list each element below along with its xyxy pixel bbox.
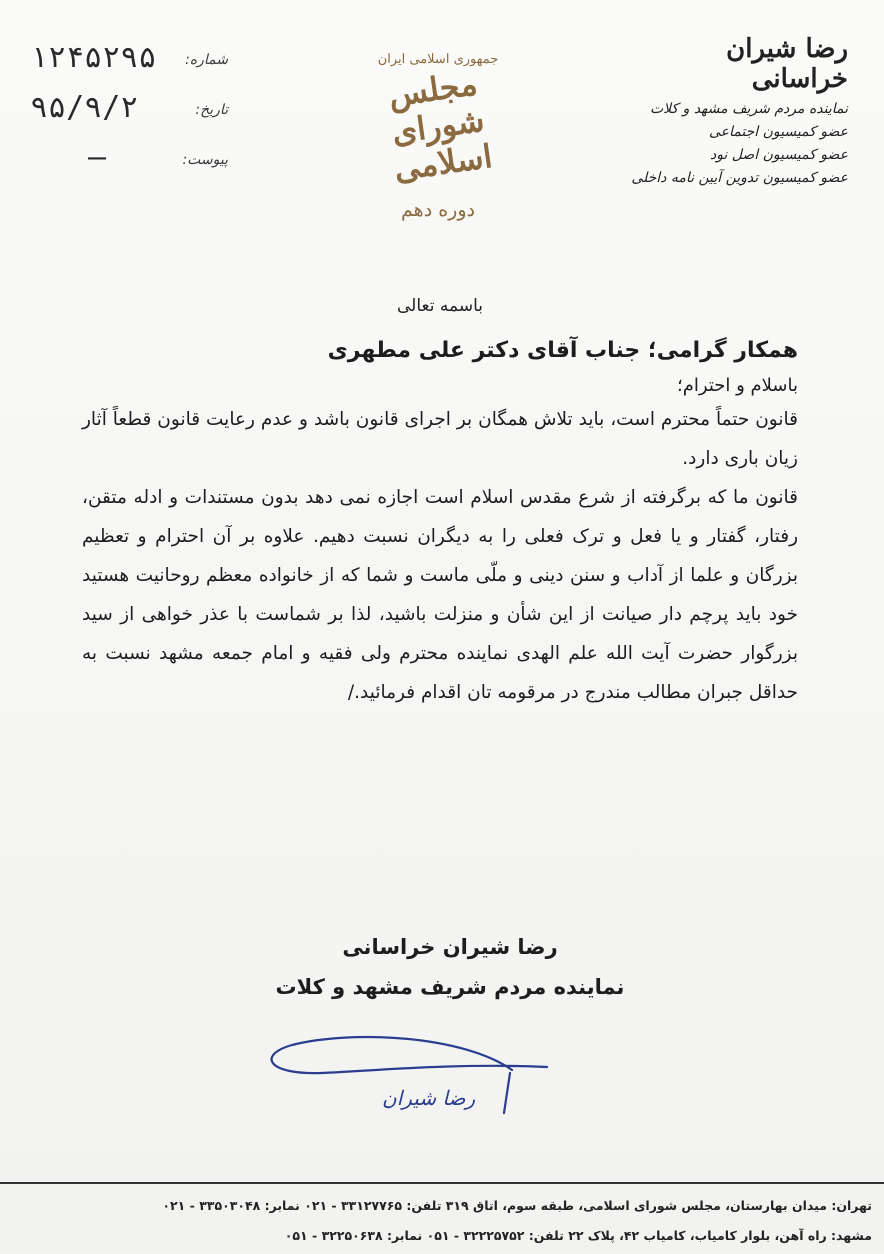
emblem-term: دوره دهم	[401, 199, 475, 222]
letter-number: ۱۲۴۵۲۹۵	[30, 40, 157, 75]
letter-meta	[18, 40, 228, 190]
attachment-label: پیوست:	[182, 152, 228, 168]
footer-mashhad-address: مشهد: راه آهن، بلوار کامیاب، کامیاب ۴۲، پلاک ۲۲ تلفن: ۳۲۲۲۵۷۵۲ - ۰۵۱ نمابر: ۳۲۲۵۰۶۳۸ - ۰۵۱	[284, 1228, 872, 1243]
sender-role: نماینده مردم شریف مشهد و کلات	[649, 101, 848, 117]
number-label: شماره:	[185, 52, 228, 68]
attachment-row	[18, 140, 228, 190]
greeting: باسلام و احترام؛	[677, 375, 798, 396]
sender-committee: عضو کمیسیون اصل نود	[709, 147, 848, 163]
basmala: باسمه تعالی	[397, 296, 483, 316]
paragraph-2: قانون ما که برگرفته از شرع مقدس اسلام است اجازه نمی دهد بدون مستندات و ادله متقن، رفتار، گفتار و یا فعل و ترک فعلی را به دیگران نسبت دهیم. علاوه بر آن احترام و تعظیم بزرگان و علما از آداب و سنن دینی و ملّی ماست و شما که از خانواده معظم روحانیت هستید خود باید پرچم دار صیانت از این شأن و منزلت باشید، لذا بر شماست با عذر خواهی از سید بزرگوار حضرت آیت الله علم الهدی نماینده محترم ولی فقیه و امام جمعه مشهد نسبت به حداقل جبران مطالب مندرج در مرقومه تان اقدام فرمائید./	[82, 487, 798, 703]
signature-script: رضا شیران	[382, 1086, 476, 1110]
signature-block	[260, 935, 640, 999]
letter-body	[82, 296, 798, 712]
salutation: همکار گرامی؛ جناب آقای دکتر علی مطهری	[327, 338, 798, 363]
sender-committee: عضو کمیسیون تدوین آیین نامه داخلی	[631, 170, 848, 186]
emblem-title: مجلس شورای اسلامی	[386, 64, 495, 188]
sender-header	[628, 34, 848, 186]
letter-date: ۹۵/۹/۲	[30, 90, 139, 125]
emblem-country: جمهوری اسلامی ایران	[377, 52, 499, 67]
footer-tehran-address: تهران: میدان بهارستان، مجلس شورای اسلامی، طبقه سوم، اتاق ۳۱۹ تلفن: ۳۳۱۲۷۷۶۵ - ۰۲۱ نمابر: ۳۳۵۰۳۰۴۸ - ۰۲۱	[162, 1198, 872, 1213]
attachment-value: —	[88, 140, 109, 175]
signatory-title: نماینده مردم شریف مشهد و کلات	[275, 975, 625, 999]
sender-name: رضا شیران خراسانی	[726, 34, 848, 94]
signatory-name: رضا شیران خراسانی	[342, 935, 558, 959]
paragraph-1: قانون حتماً محترم است، باید تلاش همگان بر اجرای قانون باشد و عدم رعایت قانون قطعاً آثار زیان باری دارد.	[82, 409, 798, 469]
date-row	[18, 90, 228, 140]
number-row	[18, 40, 228, 90]
sender-committee: عضو کمیسیون اجتماعی	[709, 124, 848, 140]
letter-footer	[0, 1182, 884, 1254]
parliament-emblem	[352, 40, 524, 225]
date-label: تاریخ:	[195, 102, 228, 118]
